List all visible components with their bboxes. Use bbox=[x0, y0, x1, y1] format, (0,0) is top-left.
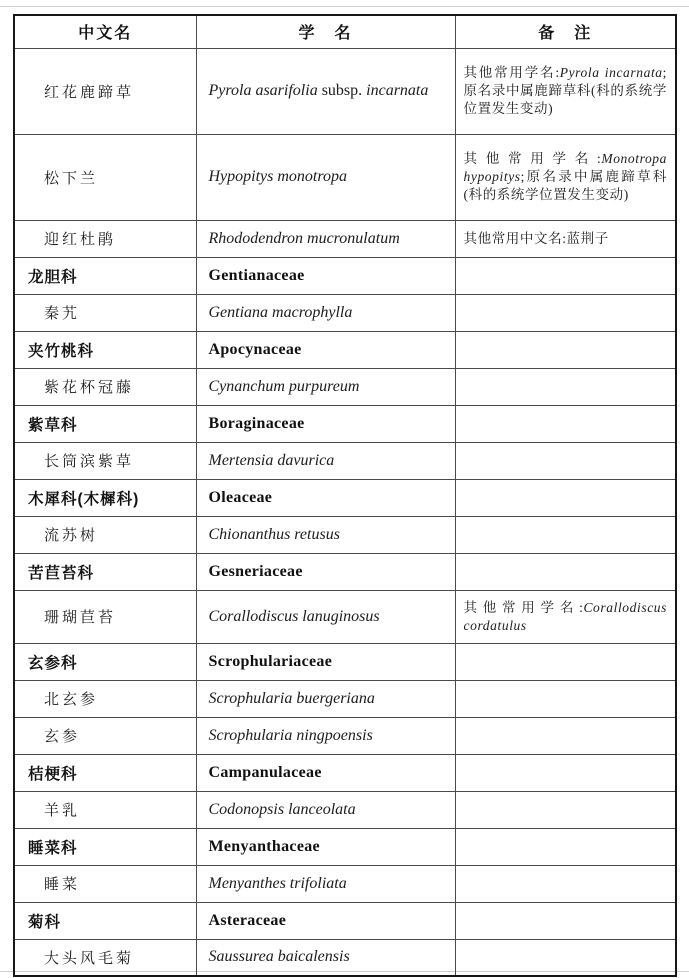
remarks-cell bbox=[455, 516, 676, 553]
scientific-name-cell bbox=[196, 791, 455, 828]
latin-italic-text: Rhododendron mucronulatum bbox=[208, 229, 400, 247]
chinese-name-cell: 菊科 bbox=[14, 902, 196, 939]
chinese-name-cell: 秦艽 bbox=[14, 294, 196, 331]
remarks-cell bbox=[455, 368, 676, 405]
table-row bbox=[14, 590, 676, 643]
plain-text: Boraginaceae bbox=[208, 414, 305, 432]
table-row bbox=[14, 134, 676, 220]
remarks-cell bbox=[455, 902, 676, 939]
chinese-name-cell: 长筒滨紫草 bbox=[14, 442, 196, 479]
table-row bbox=[14, 294, 676, 331]
table-row bbox=[14, 754, 676, 791]
remarks-cell bbox=[455, 479, 676, 516]
scanned-document-page bbox=[13, 14, 677, 977]
chinese-name-cell: 木犀科(木樨科) bbox=[14, 479, 196, 516]
remarks-cell bbox=[455, 134, 676, 220]
table-row bbox=[14, 368, 676, 405]
plain-text: 其他常用学名: bbox=[463, 65, 560, 81]
scientific-name-cell bbox=[196, 516, 455, 553]
scientific-name-cell bbox=[196, 257, 455, 294]
chinese-name-cell: 流苏树 bbox=[14, 516, 196, 553]
latin-italic-text: Gentiana macrophylla bbox=[208, 303, 353, 321]
scientific-name-cell bbox=[196, 717, 455, 754]
table-row bbox=[14, 791, 676, 828]
table-row bbox=[14, 902, 676, 939]
remarks-cell bbox=[455, 257, 676, 294]
remarks-cell bbox=[455, 590, 676, 643]
chinese-name-cell: 睡菜科 bbox=[14, 828, 196, 865]
table-row bbox=[14, 220, 676, 257]
scientific-name-cell bbox=[196, 331, 455, 368]
chinese-name-cell: 迎红杜鹃 bbox=[14, 220, 196, 257]
latin-italic-text: Scrophularia buergeriana bbox=[208, 689, 375, 707]
scientific-name-cell bbox=[196, 220, 455, 257]
column-header-scientific-name: 学 名 bbox=[196, 15, 455, 48]
remarks-cell bbox=[455, 331, 676, 368]
remarks-cell bbox=[455, 48, 676, 134]
plain-text: 其他常用学名: bbox=[463, 599, 584, 615]
scientific-name-cell bbox=[196, 865, 455, 902]
plain-text: subsp. bbox=[317, 82, 367, 100]
plain-text: Scrophulariaceae bbox=[208, 652, 333, 670]
table-row bbox=[14, 828, 676, 865]
plain-text: 其他常用学名: bbox=[463, 151, 602, 167]
latin-italic-text: Saussurea baicalensis bbox=[208, 948, 350, 966]
latin-italic-text: Cynanchum purpureum bbox=[208, 377, 360, 395]
species-table-header bbox=[14, 15, 676, 48]
scientific-name-cell bbox=[196, 368, 455, 405]
table-row bbox=[14, 939, 676, 976]
remarks-cell bbox=[455, 405, 676, 442]
plain-text: 其他常用中文名:蓝荆子 bbox=[463, 230, 609, 246]
latin-italic-text: incarnata bbox=[366, 82, 429, 100]
chinese-name-cell: 玄参 bbox=[14, 717, 196, 754]
chinese-name-cell: 北玄参 bbox=[14, 680, 196, 717]
remarks-cell bbox=[455, 442, 676, 479]
chinese-name-cell: 紫花杯冠藤 bbox=[14, 368, 196, 405]
species-table bbox=[13, 14, 677, 977]
remarks-cell bbox=[455, 754, 676, 791]
remarks-cell bbox=[455, 680, 676, 717]
table-row bbox=[14, 405, 676, 442]
latin-italic-text: Codonopsis lanceolata bbox=[208, 800, 356, 818]
table-row bbox=[14, 442, 676, 479]
chinese-name-cell: 睡菜 bbox=[14, 865, 196, 902]
remarks-cell bbox=[455, 294, 676, 331]
chinese-name-cell: 珊瑚苣苔 bbox=[14, 590, 196, 643]
latin-italic-text: Hypopitys monotropa bbox=[208, 168, 348, 186]
scientific-name-cell bbox=[196, 902, 455, 939]
scientific-name-cell bbox=[196, 405, 455, 442]
table-row bbox=[14, 257, 676, 294]
table-row bbox=[14, 516, 676, 553]
table-row bbox=[14, 331, 676, 368]
plain-text: ;原名录中属鹿蹄草科(科的系统学位置发生变动) bbox=[463, 65, 668, 116]
table-row bbox=[14, 553, 676, 590]
scientific-name-cell bbox=[196, 643, 455, 680]
remarks-cell bbox=[455, 828, 676, 865]
chinese-name-cell: 桔梗科 bbox=[14, 754, 196, 791]
latin-italic-text: Scrophularia ningpoensis bbox=[208, 726, 373, 744]
latin-italic-text: Monotropa hypopitys bbox=[463, 151, 667, 185]
column-header-chinese-name: 中文名 bbox=[14, 15, 196, 48]
latin-italic-text: Mertensia davurica bbox=[208, 451, 335, 469]
scientific-name-cell bbox=[196, 294, 455, 331]
plain-text: Menyanthaceae bbox=[208, 837, 320, 855]
remarks-cell bbox=[455, 865, 676, 902]
scientific-name-cell bbox=[196, 939, 455, 976]
header-row bbox=[14, 15, 676, 48]
species-table-body bbox=[14, 48, 676, 976]
scientific-name-cell bbox=[196, 48, 455, 134]
scientific-name-cell bbox=[196, 754, 455, 791]
chinese-name-cell: 红花鹿蹄草 bbox=[14, 48, 196, 134]
scientific-name-cell bbox=[196, 590, 455, 643]
scientific-name-cell bbox=[196, 828, 455, 865]
table-row bbox=[14, 48, 676, 134]
chinese-name-cell: 夹竹桃科 bbox=[14, 331, 196, 368]
latin-italic-text: Corallodiscus lanuginosus bbox=[208, 607, 380, 625]
scientific-name-cell bbox=[196, 134, 455, 220]
chinese-name-cell: 紫草科 bbox=[14, 405, 196, 442]
column-header-remarks: 备 注 bbox=[455, 15, 676, 48]
plain-text: Oleaceae bbox=[208, 488, 273, 506]
chinese-name-cell: 羊乳 bbox=[14, 791, 196, 828]
remarks-cell bbox=[455, 643, 676, 680]
chinese-name-cell: 龙胆科 bbox=[14, 257, 196, 294]
remarks-cell bbox=[455, 220, 676, 257]
plain-text: Gesneriaceae bbox=[208, 562, 303, 580]
scientific-name-cell bbox=[196, 553, 455, 590]
latin-italic-text: Pyrola incarnata bbox=[559, 65, 663, 81]
plain-text: Gentianaceae bbox=[208, 266, 305, 284]
table-row bbox=[14, 643, 676, 680]
chinese-name-cell: 松下兰 bbox=[14, 134, 196, 220]
latin-italic-text: Menyanthes trifoliata bbox=[208, 874, 347, 892]
scientific-name-cell bbox=[196, 680, 455, 717]
table-row bbox=[14, 680, 676, 717]
plain-text: Campanulaceae bbox=[208, 763, 322, 781]
plain-text: ;原名录中属鹿蹄草科(科的系统学位置发生变动) bbox=[463, 169, 667, 202]
remarks-cell bbox=[455, 791, 676, 828]
remarks-cell bbox=[455, 717, 676, 754]
remarks-cell bbox=[455, 553, 676, 590]
table-row bbox=[14, 865, 676, 902]
plain-text: Apocynaceae bbox=[208, 340, 302, 358]
latin-italic-text: Pyrola asarifolia bbox=[208, 82, 318, 100]
chinese-name-cell: 大头风毛菊 bbox=[14, 939, 196, 976]
plain-text: Asteraceae bbox=[208, 911, 287, 929]
chinese-name-cell: 玄参科 bbox=[14, 643, 196, 680]
page-edge-line-top bbox=[0, 6, 689, 7]
chinese-name-cell: 苦苣苔科 bbox=[14, 553, 196, 590]
scientific-name-cell bbox=[196, 479, 455, 516]
scientific-name-cell bbox=[196, 442, 455, 479]
latin-italic-text: Chionanthus retusus bbox=[208, 525, 340, 543]
latin-italic-text: Corallodiscus cordatulus bbox=[463, 599, 667, 633]
remarks-cell bbox=[455, 939, 676, 976]
table-row bbox=[14, 717, 676, 754]
table-row bbox=[14, 479, 676, 516]
